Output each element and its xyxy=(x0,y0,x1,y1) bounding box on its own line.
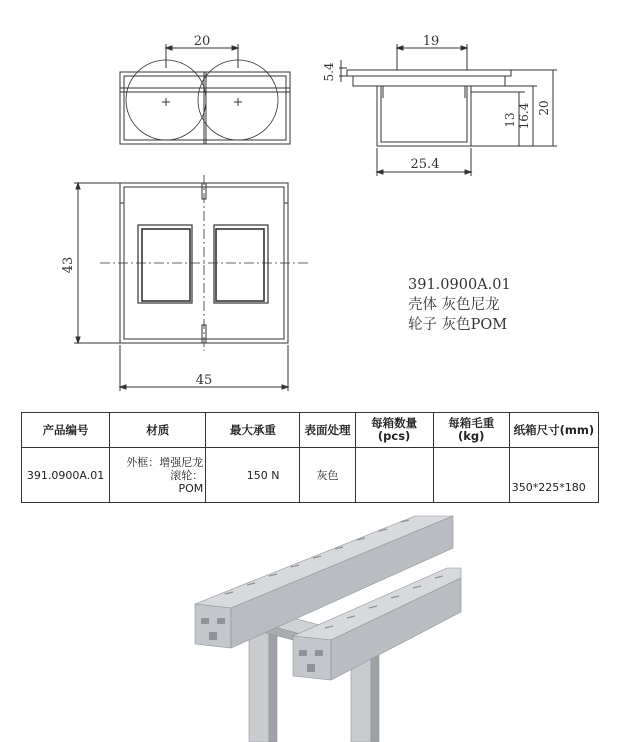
dim-lip: 5.4 xyxy=(322,62,336,82)
cell-surface: 灰色 xyxy=(300,448,355,503)
dim-profile-mid: 16.4 xyxy=(517,102,531,130)
spec-block xyxy=(408,275,511,335)
cell-qty xyxy=(355,448,433,503)
header-material: 材质 xyxy=(110,413,206,448)
cell-weight xyxy=(433,448,509,503)
cell-max-load: 150 N xyxy=(206,448,300,503)
dim-front-height: 43 xyxy=(61,256,76,274)
spec-wheel: 轮子 灰色POM xyxy=(408,317,508,333)
header-max-load: 最大承重 xyxy=(206,413,300,448)
dim-profile-width: 25.4 xyxy=(410,157,440,172)
cell-material: 外框：增强尼龙 滚轮： POM xyxy=(110,448,206,503)
part-number: 391.0900A.01 xyxy=(408,277,511,293)
header-qty: 每箱数量 (pcs) xyxy=(355,413,433,448)
dim-top-width: 20 xyxy=(193,34,211,49)
dim-profile-height: 20 xyxy=(537,100,551,116)
cell-product-no: 391.0900A.01 xyxy=(22,448,110,503)
header-product-no: 产品编号 xyxy=(22,413,110,448)
header-surface: 表面处理 xyxy=(300,413,355,448)
top-view-drawing xyxy=(110,30,300,155)
header-carton: 纸箱尺寸(mm) xyxy=(509,413,598,448)
dim-front-width: 45 xyxy=(195,373,213,388)
dim-profile-top: 19 xyxy=(422,34,440,49)
parameter-table xyxy=(21,412,599,503)
product-rendering xyxy=(185,508,461,742)
cell-carton: 350*225*180 xyxy=(509,448,598,503)
table-row xyxy=(22,448,599,503)
front-view-drawing xyxy=(60,175,310,395)
dim-profile-inner: 13 xyxy=(503,112,517,128)
header-weight: 每箱毛重 (kg) xyxy=(433,413,509,448)
table-header-row xyxy=(22,413,599,448)
spec-shell: 壳体 灰色尼龙 xyxy=(408,297,500,313)
profile-view-drawing xyxy=(322,30,560,175)
